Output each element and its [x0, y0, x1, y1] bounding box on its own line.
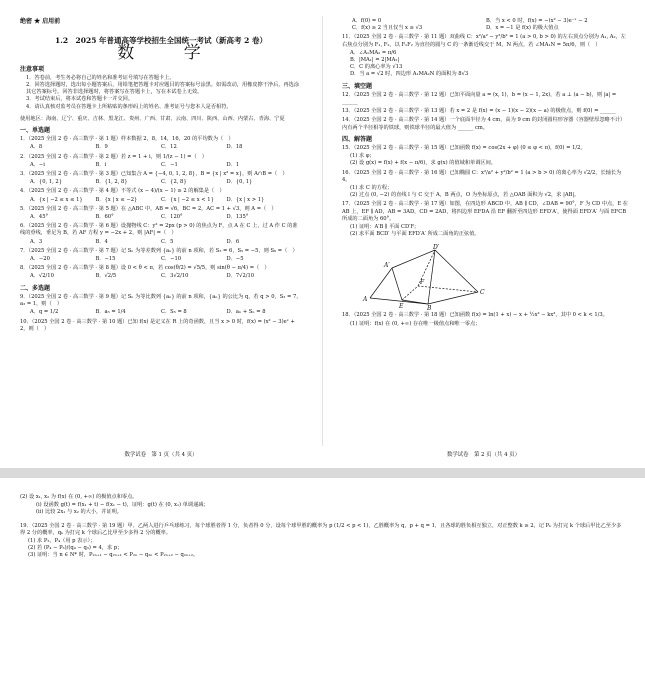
- option: D．6: [226, 238, 240, 245]
- option: A．3: [30, 238, 43, 245]
- question-8: 8．（2025 全国 2 卷 · 高三数学 · 第 8 题）设 0 < θ < π，若 cos(θ/2) = √5/5，则 sin(θ − π/4) =（ ）: [20, 265, 270, 272]
- label-D-prime: D′: [433, 244, 440, 252]
- sub-question: (2) 设 g(x) = f(x) + f(x − π/6)，求 g(x) 的值域和单调区间。: [350, 160, 496, 167]
- edge-A-A: [370, 268, 392, 298]
- option: C．12: [161, 144, 177, 151]
- option: C．S₅ = 8: [161, 309, 187, 316]
- option: D．aₙ + Sₙ = 8: [226, 309, 266, 316]
- option: C．3√2/10: [161, 273, 189, 280]
- section-heading-multiple-choice: 二、多选题: [20, 284, 51, 292]
- section-heading-answer: 四、解答题: [342, 135, 373, 143]
- geometry-figure: [362, 242, 492, 310]
- question-10: 10．（2025 全国 2 卷 · 高三数学 · 第 10 题）已知 f(x) 是定义在 R 上的奇函数，且当 x > 0 时，f(x) = (x² − 3)eˣ + 2，则（ ）: [20, 318, 295, 332]
- question-19: 19．（2025 全国 2 卷 · 高三数学 · 第 19 题）甲、乙两人进行乒乓球练习，每个球胜者得 1 分，负者得 0 分，设每个球甲胜的概率为 p (1/2 < p < 1)，乙胜概率为 q，p + q = 1，且各球的胜负相互独立，对正整数 k ≥ 2，记 Pₖ 为打完 k 个球后甲比乙至少多得 2 分的概率，qₖ 为打完 k 个球后乙比甲至少多得 2 分的概率。: [20, 522, 622, 536]
- question-2: 2．（2025 全国 2 卷 · 高三数学 · 第 2 题）若 z = 1 + i，则 1/(z − 1) =（ ）: [20, 153, 208, 160]
- edge-BC: [428, 292, 478, 304]
- label-E: E: [399, 303, 404, 311]
- option: C．{x | −2 ≤ x < 1}: [161, 196, 214, 203]
- subject-title: 数 学: [117, 43, 223, 64]
- options-q3: [20, 179, 302, 186]
- edge-FC: [418, 286, 478, 292]
- exam-title: 1.2 2025 年普通高等学校招生全国统一考试（新高考 2 卷）: [55, 36, 267, 46]
- question-13: 13．（2025 全国 2 卷 · 高三数学 · 第 13 题）若 x = 2 是 f(x) = (x − 1)(x − 2)(x − a) 的极值点，则 f(0) = ______: [342, 108, 616, 115]
- question-3: 3．（2025 全国 2 卷 · 高三数学 · 第 3 题）已知集合 A = {−4, 0, 1, 2, 8}，B = {x | x³ = x}，则 A∩B =（ ）: [20, 171, 288, 178]
- option: D．1: [226, 161, 240, 168]
- options-q2: [20, 162, 302, 169]
- option: D．{0, 1}: [226, 179, 253, 186]
- option: D．135°: [226, 214, 249, 221]
- question-16: 16．（2025 全国 2 卷 · 高三数学 · 第 16 题）已知椭圆 C：x²/a² + y²/b² = 1 (a > b > 0) 的离心率为 √2/2，长轴长为 4。: [342, 169, 622, 183]
- options-q9: [20, 309, 302, 316]
- exam-page-2: [342, 18, 630, 328]
- option: C．{2, 8}: [161, 179, 187, 186]
- edge-A-D: [392, 250, 435, 268]
- option: D．18: [226, 144, 243, 151]
- sub-question: (2) 过点 (0, −2) 的直线 l 与 C 交于 A，B 两点，O 为坐标原点，若 △OAB 面积为 √2，求 |AB|。: [350, 192, 580, 199]
- edge-BD: [428, 250, 435, 304]
- options-q5: [20, 214, 302, 221]
- label-F: F: [420, 279, 425, 287]
- edge-CD: [435, 250, 478, 292]
- label-C: C: [480, 289, 485, 297]
- sub-question: (1) 求 C 的方程；: [350, 185, 393, 192]
- option: B．4: [95, 238, 108, 245]
- options-q1: [20, 144, 302, 151]
- exam-sheet-2: [0, 478, 645, 690]
- question-6: 6．（2025 全国 2 卷 · 高三数学 · 第 6 题）设抛物线 C：y² = 2px (p > 0) 的焦点为 F，点 A 在 C 上，过 A 作 C 的准线的垂线，垂足为 B，若 AF 方程 y = −2x + 2，则 |AF| =（ ）: [20, 223, 298, 237]
- question-9: 9．（2025 全国 2 卷 · 高三数学 · 第 9 题）记 Sₙ 为等比数列 {aₙ} 的前 n 项和，{aₙ} 的公比为 q，若 q > 0，S₃ = 7，a₃ = 1，则（ ）: [20, 293, 302, 308]
- question-18: 18．（2025 全国 2 卷 · 高三数学 · 第 18 题）已知函数 f(x) = ln(1 + x) − x + ½x² − kx³，其中 0 < k < 1/3。: [342, 312, 608, 319]
- sub-question: (1) 证明：A′B ∥ 平面 CD′F；: [350, 224, 420, 231]
- note-item: 3．考试结束后，将本试卷和答题卡一并交回。: [26, 96, 134, 103]
- option: A．√2/10: [30, 273, 54, 280]
- option: B．{1, 2, 8}: [95, 179, 128, 186]
- option: A．{0, 1, 2}: [30, 179, 63, 186]
- notes-heading: 注意事项: [20, 65, 45, 73]
- option: A．{x | −2 ≤ x ≤ 1}: [30, 196, 83, 203]
- option: A．f(0) = 0: [352, 18, 382, 24]
- option: D．{x | x > 1}: [226, 196, 265, 203]
- exam-page-3: [20, 492, 626, 560]
- options-q7: [20, 256, 302, 263]
- option: B．60°: [95, 214, 114, 221]
- sub-question: (ii) 比较 2x₁ 与 x₂ 的大小，并证明。: [36, 509, 122, 516]
- option: B．{x | x ≤ −2}: [95, 196, 138, 203]
- confidential-header: 绝密 ★ 启用前: [20, 18, 61, 25]
- options-q6: [20, 239, 302, 246]
- question-5: 5．（2025 全国 2 卷 · 高三数学 · 第 5 题）在 △ABC 中，AB = √6，BC = 2，AC = 1 + √3，则 A =（ ）: [20, 205, 277, 212]
- option: A．8: [30, 144, 43, 151]
- option: D．−5: [226, 256, 244, 263]
- option: B．√2/5: [95, 273, 117, 280]
- option: A．∠A₁MA₂ = π/6: [350, 49, 397, 56]
- option: D．当 a = √2 时，四边形 A₁MA₂N 的面积为 8√3: [350, 71, 469, 78]
- option: B．9: [95, 144, 108, 151]
- page-footer-1: 数学试卷 第 1 页（共 4 页）: [124, 452, 198, 458]
- note-item: 2．回答选择题时，选出每小题答案后，用铅笔把答题卡对应题目的答案标号涂黑。如需改动，用橡皮擦干净后，再选涂其它答案标号。回答非选择题时，将答案写在答题卡上，写在本试卷上无效。: [26, 82, 300, 96]
- note-item: 1．答卷前，考生务必将自己的姓名和准考证号填写在答题卡上。: [26, 74, 175, 81]
- note-item: 4．请认真核对监考员在答题卡上所粘贴的条形码上的姓名、准考证号与您本人是否相符。: [26, 103, 232, 110]
- question-15: 15．（2025 全国 2 卷 · 高三数学 · 第 15 题）已知函数 f(x) = cos(2x + φ) (0 ≤ φ < π)，f(0) = 1/2。: [342, 145, 586, 152]
- edge-EF: [402, 286, 418, 300]
- option: D．7√2/10: [226, 273, 255, 280]
- sub-question: (2) 若 (P₄ − P₃)/(q₄ − q₃) = 4，求 p；: [28, 545, 123, 552]
- sub-question: (3) 证明：当 n ∈ N* 时，P₂ₙ₊₁ − q₂ₙ₊₁ < P₂ₙ − q₂ₙ < P₂ₙ₊₂ − q₂ₙ₊₂。: [28, 552, 199, 559]
- exam-page-1: [20, 18, 302, 334]
- options-q4: [20, 197, 302, 204]
- option: D．x = −1 是 f(x) 的极大值点: [486, 25, 559, 32]
- sub-question: (1) 求 P₃，P₄（用 p 表示）；: [28, 538, 96, 545]
- q18-part2: (2) 设 x₁, x₂ 为 f(x) 在 (0, +∞) 的极值点和零点。: [20, 494, 138, 500]
- option: C．120°: [161, 214, 183, 221]
- option: B．i: [95, 161, 107, 168]
- question-1: 1．（2025 全国 2 卷 · 高三数学 · 第 1 题）样本数据 2，8，14，16，20 的平均数为（ ）: [20, 136, 234, 143]
- label-B: B: [427, 305, 432, 311]
- option: A．−20: [30, 256, 50, 263]
- option: C．f(x) ≥ 2 当且仅当 x ≥ √3: [352, 25, 423, 32]
- option: C．−1: [161, 161, 178, 168]
- sub-question: (1) 证明：f(x) 在 (0, +∞) 存在唯一极值点和唯一零点；: [350, 320, 481, 327]
- question-14: 14．（2025 全国 2 卷 · 高三数学 · 第 14 题）一个底面半径为 4 cm，高为 9 cm 的封闭圆柱形容器（容器壁厚忽略不计）内有两个半径相等的铁球，则铁球半径的最大值为 ______ cm。: [342, 117, 626, 131]
- option: B．a₅ = 1/4: [95, 309, 126, 316]
- option: A．−i: [30, 161, 45, 168]
- question-17: 17．（2025 全国 2 卷 · 高三数学 · 第 17 题）如图，在四边形 ABCD 中，AB ∥ CD，∠DAB = 90°，F 为 CD 中点，E 在 AB 上，EF ∥ AD，AB = 3AD，CD = 2AD，将四边形 EFDA 沿 EF 翻折至四边形 EFD′A′，使得面 EFD′A′ 与面 EFCB 所成的二面角为 60°。: [342, 201, 628, 222]
- label-A-prime: A′: [384, 262, 390, 270]
- sub-question: (1) 求 φ；: [350, 153, 375, 160]
- option: B．当 x < 0 时，f(x) = −(x² − 3)e⁻ˣ − 2: [486, 18, 588, 24]
- sub-question: (i) 设函数 g(t) = f(x₁ + t) − f(x₁ − t)，证明：g(t) 在 (0, x₁) 单调递减；: [36, 502, 209, 509]
- options-q10: [342, 18, 630, 32]
- option: B．|MA₁| = 2|MA₂|: [350, 57, 400, 64]
- option: A．45°: [30, 214, 49, 221]
- option: A．q = 1/2: [30, 309, 59, 316]
- option: C．−10: [161, 256, 182, 263]
- label-A: A: [363, 296, 368, 304]
- question-4: 4．（2025 全国 2 卷 · 高三数学 · 第 4 题）不等式 (x − 4)/(x − 1) ≥ 2 的解集是（ ）: [20, 188, 225, 195]
- question-12: 12．（2025 全国 2 卷 · 高三数学 · 第 12 题）已知平面向量 a = (x, 1)，b = (x − 1, 2x)，若 a ⊥ (a − b)，则 |a| = ______: [342, 91, 617, 106]
- sub-question: (2) 求平面 BCD′ 与平面 EFD′A′ 所成二面角的正弦值。: [350, 231, 480, 238]
- page-divider: [322, 16, 323, 446]
- edge-A-E: [392, 268, 402, 300]
- option: C．5: [161, 238, 174, 245]
- question-7: 7．（2025 全国 2 卷 · 高三数学 · 第 7 题）记 Sₙ 为等差数列 {aₙ} 的前 n 项和，若 S₃ = 6，S₅ = −5，则 S₆ =（ ）: [20, 247, 298, 254]
- regions-note: 使用地区：海南、辽宁、重庆、吉林、黑龙江、贵州、广西、甘肃、云南、四川、陕西、山西、内蒙古、青海、宁夏: [20, 115, 285, 122]
- option: C．C 的离心率为 √13: [350, 64, 403, 71]
- options-q8: [20, 273, 302, 280]
- section-heading-single-choice: 一、单选题: [20, 127, 51, 135]
- page-footer-2: 数学试卷 第 2 页（共 4 页）: [446, 452, 520, 458]
- option: B．−15: [95, 256, 116, 263]
- section-heading-fill-in: 三、填空题: [342, 82, 373, 90]
- question-11: 11．（2025 全国 2 卷 · 高三数学 · 第 11 题）双曲线 C：x²/a² − y²/b² = 1 (a > 0, b > 0) 的左右顶点分别为 A₁, A₂，左右焦点分别为 F₁, F₂，以 F₁F₂ 为直径的圆与 C 的一条渐近线交于 M，N 两点，若 ∠MA₁N = 5π/6，则（ ）: [342, 34, 626, 48]
